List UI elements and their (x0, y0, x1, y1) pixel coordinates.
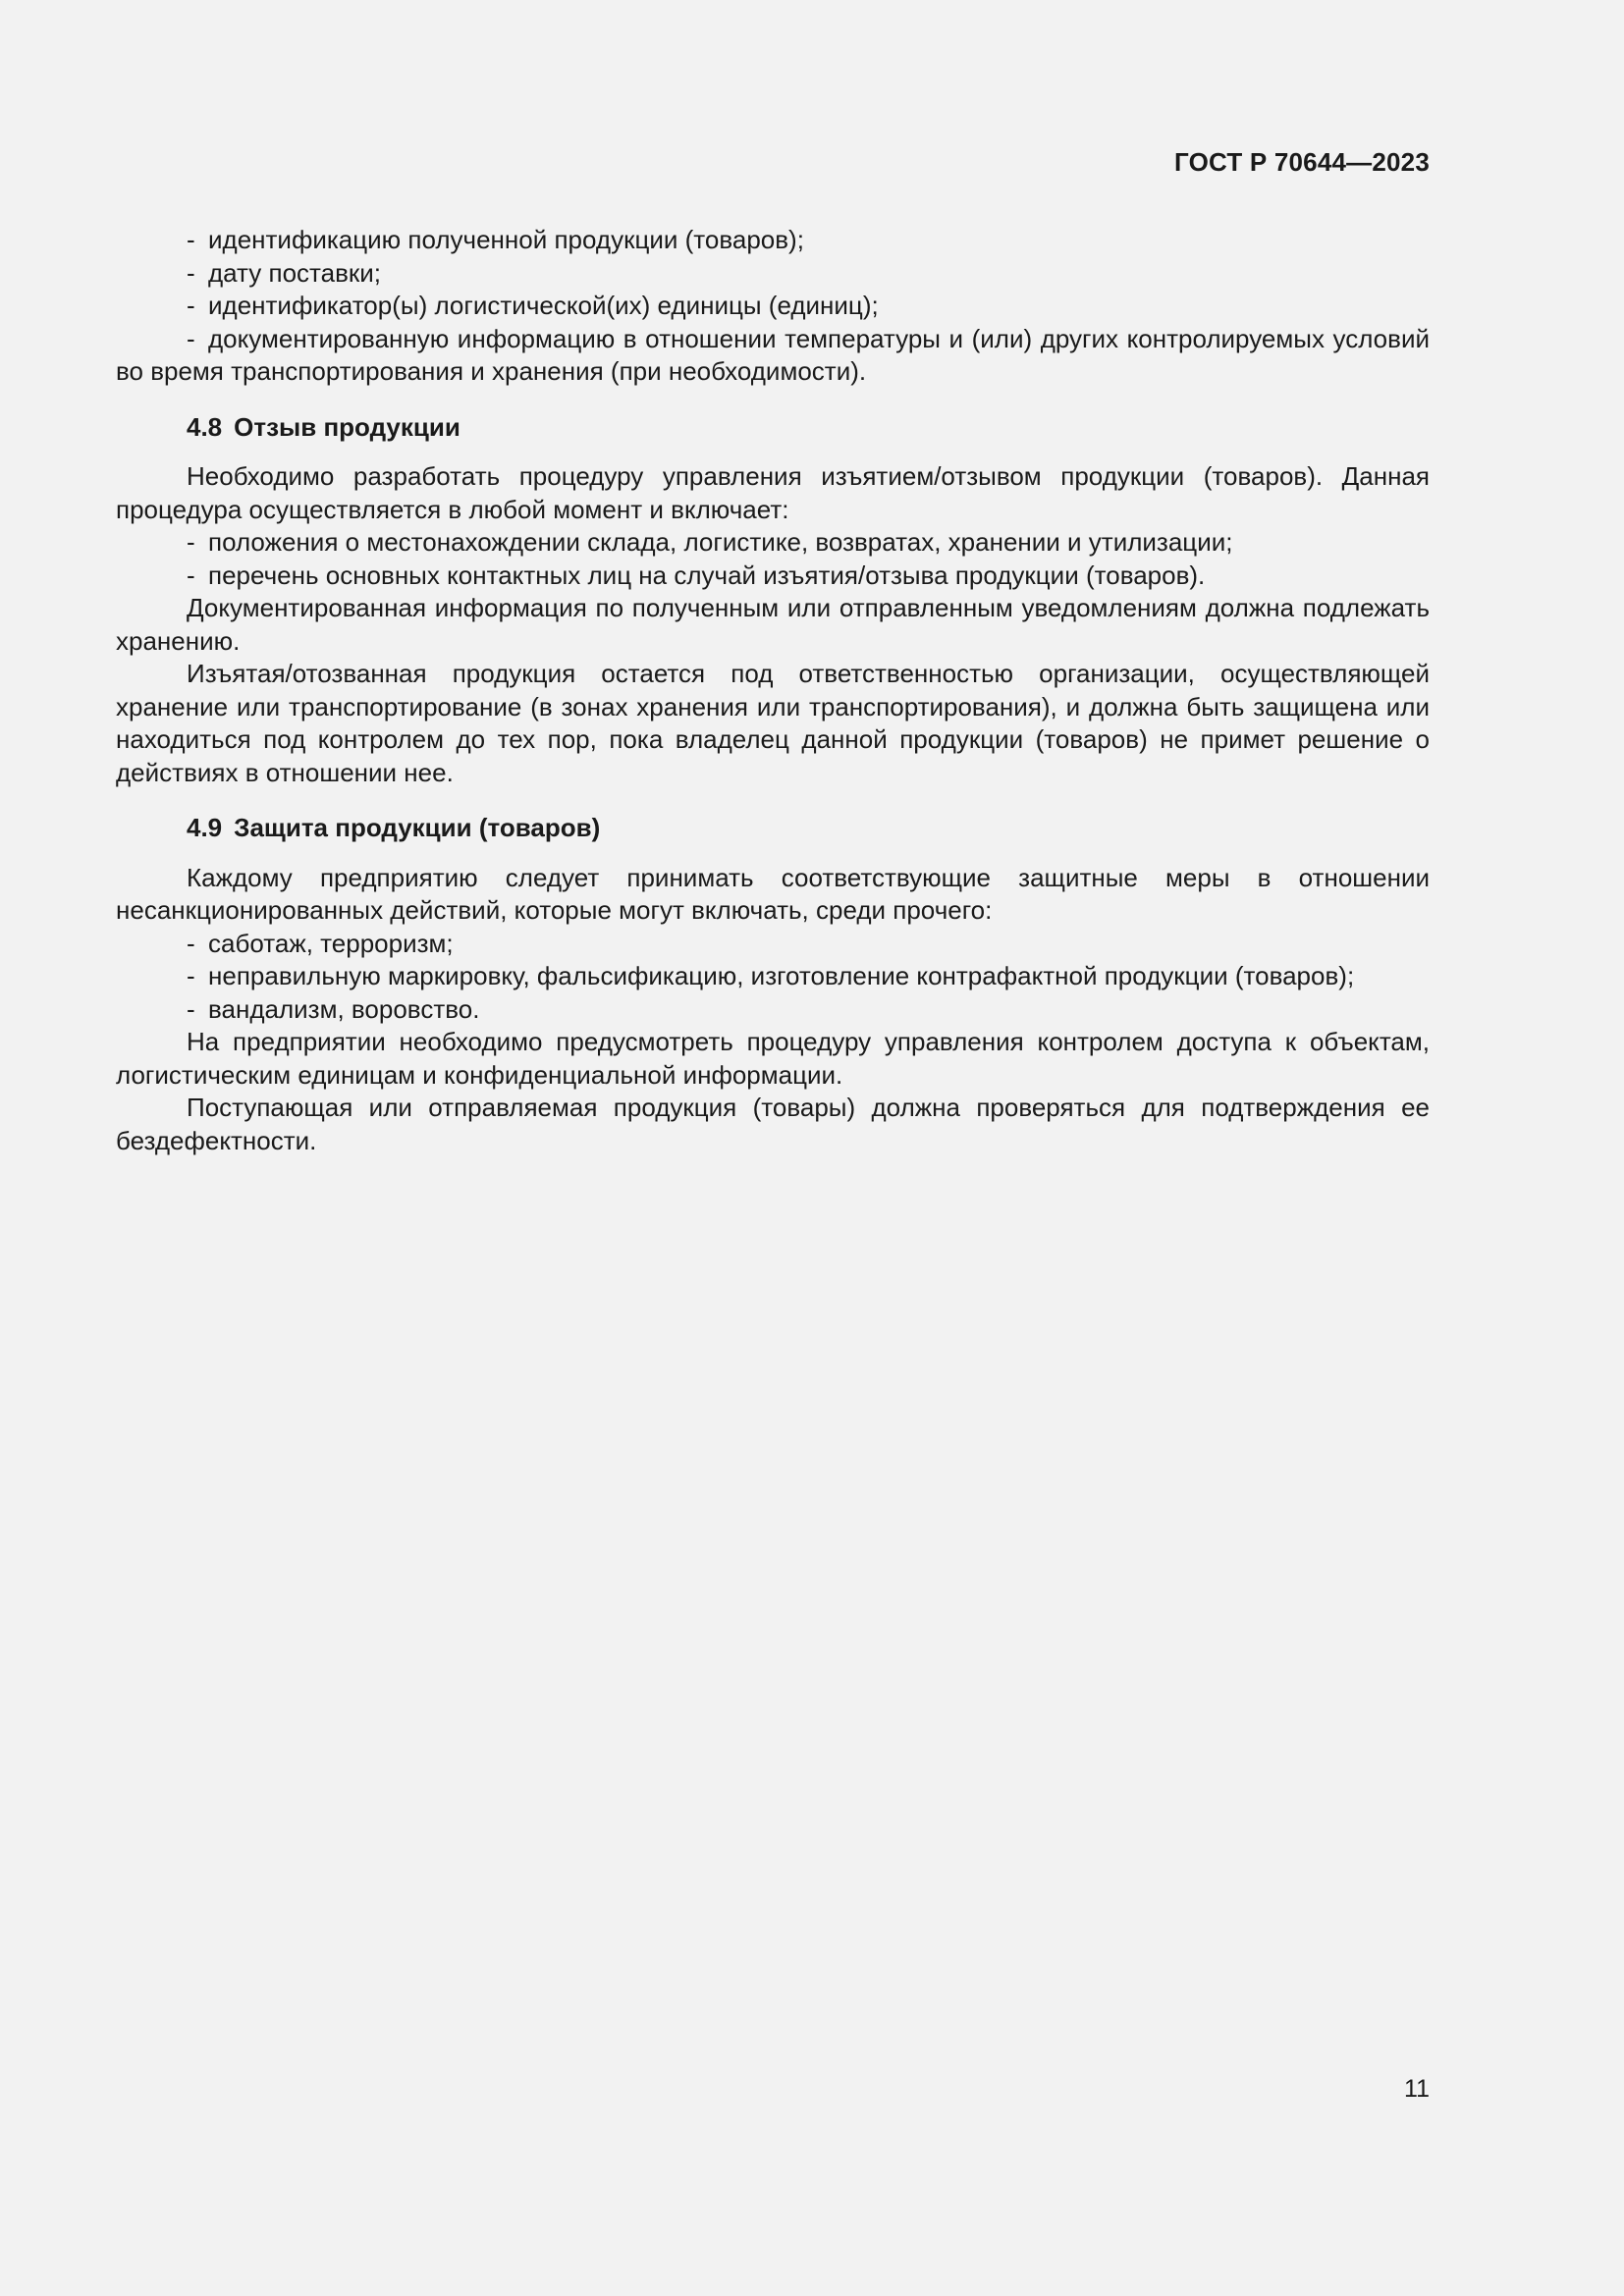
section-title: Отзыв продукции (234, 411, 460, 442)
list-item-text: положения о местонахождении склада, логистике, возвратах, хранении и утилизации; (208, 527, 1233, 557)
list-item-text: идентификатор(ы) логистической(их) единицы (единиц); (208, 291, 879, 320)
list-item: - саботаж, терроризм; (187, 928, 454, 958)
section-number: 4.8 (187, 411, 223, 442)
section-heading-4-9 (187, 812, 1430, 845)
paragraph: Документированная информация по полученным или отправленным уведомлениям должна подлежать хранению. (116, 593, 1430, 656)
page-body (116, 224, 1430, 1157)
paragraph: Изъятая/отозванная продукция остается под ответственностью организации, осуществляющей хранение или транспортирование (в зонах хранения или транспортирования), и должна быть защищена или находиться под контролем до тех пор, пока владелец данной продукции (товаров) не примет решение о действиях в отношении нее. (116, 659, 1430, 787)
list-item: - идентификатор(ы) логистической(их) единицы (единиц); (187, 291, 879, 320)
list-item-text: вандализм, воровство. (208, 993, 480, 1024)
list-item-text: документированную информацию в отношении температуры и (или) других контролируемых условий во время транспортирования и хранения (при необходимости). (116, 323, 1430, 386)
paragraph: Необходимо разработать процедуру управления изъятием/отзывом продукции (товаров). Данная процедура осуществляется в любой момент и включает: (116, 461, 1430, 524)
list-item-text: перечень основных контактных лиц на случай изъятия/отзыва продукции (товаров). (208, 560, 1206, 590)
section-title: Защита продукции (товаров) (234, 813, 601, 842)
list-item-text: неправильную маркировку, фальсификацию, изготовление контрафактной продукции (товаров); (208, 961, 1355, 990)
paragraph: Поступающая или отправляемая продукция (товары) должна проверяться для подтверждения ее бездефектности. (116, 1093, 1430, 1155)
intro-list (116, 224, 1430, 389)
list-item-text: саботаж, терроризм; (208, 928, 454, 958)
document-id: ГОСТ Р 70644—2023 (1174, 147, 1430, 177)
page-number: 11 (1404, 2075, 1430, 2103)
paragraph: Каждому предприятию следует принимать соответствующие защитные меры в отношении несанкционированных действий, которые могут включать, среди прочего: (116, 862, 1430, 925)
list-item: - вандализм, воровство. (187, 993, 480, 1024)
list-item: - перечень основных контактных лиц на случай изъятия/отзыва продукции (товаров). (187, 560, 1206, 590)
list-item: - документированную информацию в отношении температуры и (или) других контролируемых условий во время транспортирования и хранения (при необходимости). (116, 323, 1430, 386)
list-item: - дату поставки; (187, 257, 382, 288)
list-item: - идентификацию полученной продукции (товаров); (187, 225, 804, 254)
paragraph: На предприятии необходимо предусмотреть процедуру управления контролем доступа к объектам, логистическим единицам и конфиденциальной информации. (116, 1027, 1430, 1090)
list-item: - неправильную маркировку, фальсификацию, изготовление контрафактной продукции (товаров); (187, 961, 1355, 990)
list-item-text: дату поставки; (208, 257, 382, 288)
list-item: - положения о местонахождении склада, логистике, возвратах, хранении и утилизации; (187, 527, 1233, 557)
section-heading-4-8 (187, 411, 1430, 445)
list-item-text: идентификацию полученной продукции (товаров); (208, 225, 804, 254)
section-number: 4.9 (187, 813, 223, 842)
